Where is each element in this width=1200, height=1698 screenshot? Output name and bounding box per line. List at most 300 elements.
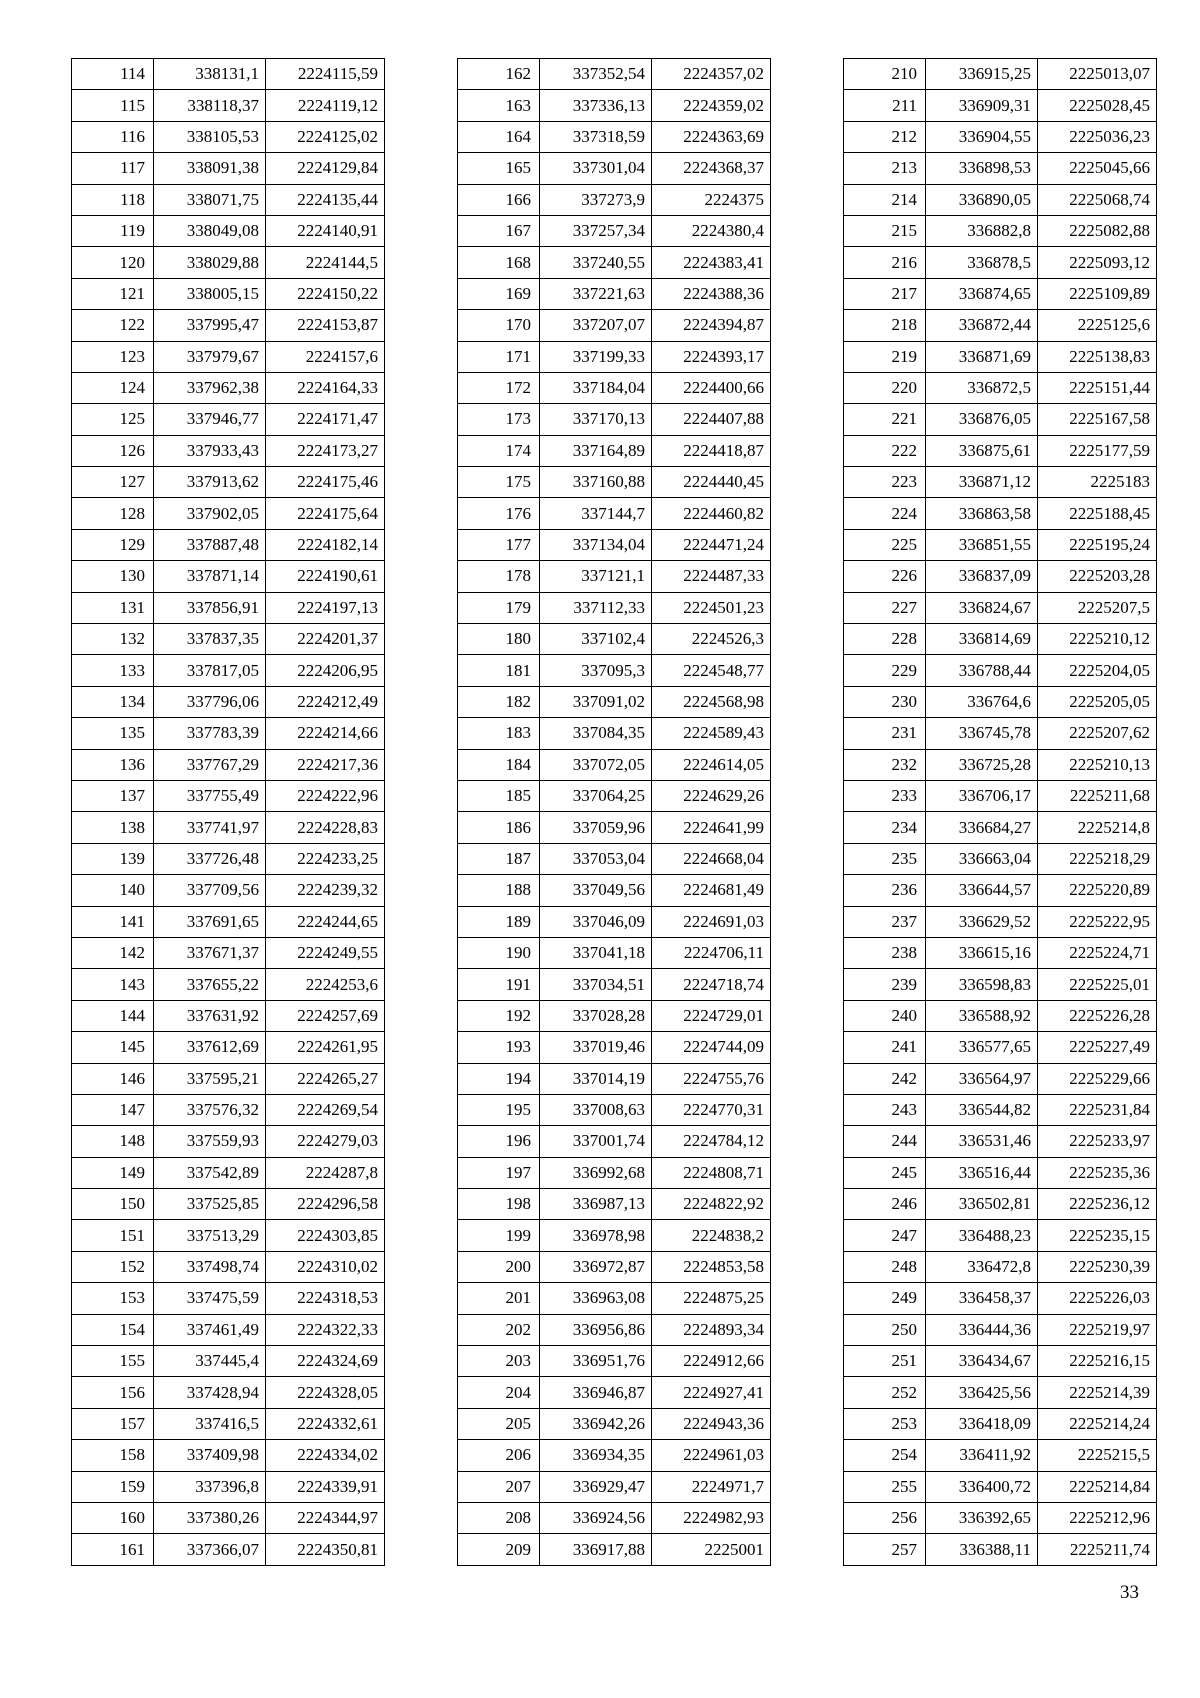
x-coordinate: 337913,62 <box>154 467 266 498</box>
point-number: 182 <box>458 686 540 717</box>
x-coordinate: 337352,54 <box>540 59 652 90</box>
y-coordinate: 2225125,6 <box>1038 310 1157 341</box>
x-coordinate: 337709,56 <box>154 875 266 906</box>
point-number: 144 <box>72 1000 154 1031</box>
x-coordinate: 337240,55 <box>540 247 652 278</box>
x-coordinate: 337559,93 <box>154 1126 266 1157</box>
point-number: 192 <box>458 1000 540 1031</box>
x-coordinate: 336588,92 <box>926 1000 1038 1031</box>
y-coordinate: 2224332,61 <box>266 1408 385 1439</box>
table-row <box>844 1157 1157 1188</box>
x-coordinate: 337979,67 <box>154 341 266 372</box>
y-coordinate: 2224150,22 <box>266 278 385 309</box>
y-coordinate: 2225203,28 <box>1038 561 1157 592</box>
point-number: 242 <box>844 1063 926 1094</box>
y-coordinate: 2224253,6 <box>266 969 385 1000</box>
point-number: 131 <box>72 592 154 623</box>
y-coordinate: 2225235,15 <box>1038 1220 1157 1251</box>
y-coordinate: 2225028,45 <box>1038 90 1157 121</box>
table-row <box>458 1157 771 1188</box>
table-row <box>72 749 385 780</box>
point-number: 232 <box>844 749 926 780</box>
x-coordinate: 337933,43 <box>154 435 266 466</box>
x-coordinate: 336400,72 <box>926 1471 1038 1502</box>
table-row <box>72 718 385 749</box>
point-number: 205 <box>458 1408 540 1439</box>
point-number: 246 <box>844 1189 926 1220</box>
y-coordinate: 2224279,03 <box>266 1126 385 1157</box>
y-coordinate: 2225068,74 <box>1038 184 1157 215</box>
table-row <box>458 1220 771 1251</box>
y-coordinate: 2224206,95 <box>266 655 385 686</box>
table-row <box>458 1000 771 1031</box>
table-row <box>72 1346 385 1377</box>
table-row <box>844 592 1157 623</box>
point-number: 208 <box>458 1502 540 1533</box>
point-number: 174 <box>458 435 540 466</box>
y-coordinate: 2225224,71 <box>1038 937 1157 968</box>
table-row <box>844 1534 1157 1565</box>
x-coordinate: 336472,8 <box>926 1251 1038 1282</box>
table-row <box>458 1189 771 1220</box>
y-coordinate: 2224140,91 <box>266 215 385 246</box>
point-number: 222 <box>844 435 926 466</box>
table-row <box>844 372 1157 403</box>
y-coordinate: 2225188,45 <box>1038 498 1157 529</box>
table-row <box>72 153 385 184</box>
point-number: 216 <box>844 247 926 278</box>
y-coordinate: 2224961,03 <box>652 1440 771 1471</box>
y-coordinate: 2224119,12 <box>266 90 385 121</box>
point-number: 248 <box>844 1251 926 1282</box>
y-coordinate: 2224681,49 <box>652 875 771 906</box>
table-row <box>72 592 385 623</box>
x-coordinate: 337783,39 <box>154 718 266 749</box>
y-coordinate: 2225211,74 <box>1038 1534 1157 1565</box>
point-number: 127 <box>72 467 154 498</box>
point-number: 115 <box>72 90 154 121</box>
x-coordinate: 337946,77 <box>154 404 266 435</box>
table-row <box>72 467 385 498</box>
x-coordinate: 336929,47 <box>540 1471 652 1502</box>
x-coordinate: 336458,37 <box>926 1283 1038 1314</box>
point-number: 165 <box>458 153 540 184</box>
point-number: 237 <box>844 906 926 937</box>
x-coordinate: 336425,56 <box>926 1377 1038 1408</box>
point-number: 220 <box>844 372 926 403</box>
table-row <box>844 278 1157 309</box>
table-row <box>72 843 385 874</box>
y-coordinate: 2224175,64 <box>266 498 385 529</box>
y-coordinate: 2225235,36 <box>1038 1157 1157 1188</box>
point-number: 134 <box>72 686 154 717</box>
y-coordinate: 2225211,68 <box>1038 780 1157 811</box>
y-coordinate: 2224927,41 <box>652 1377 771 1408</box>
x-coordinate: 336706,17 <box>926 780 1038 811</box>
y-coordinate: 2225226,03 <box>1038 1283 1157 1314</box>
point-number: 124 <box>72 372 154 403</box>
x-coordinate: 337612,69 <box>154 1032 266 1063</box>
x-coordinate: 337001,74 <box>540 1126 652 1157</box>
table-row <box>844 435 1157 466</box>
table-row <box>458 1063 771 1094</box>
table-row <box>458 467 771 498</box>
point-number: 199 <box>458 1220 540 1251</box>
y-coordinate: 2224257,69 <box>266 1000 385 1031</box>
table-row <box>72 780 385 811</box>
x-coordinate: 336814,69 <box>926 624 1038 655</box>
point-number: 130 <box>72 561 154 592</box>
point-number: 157 <box>72 1408 154 1439</box>
x-coordinate: 337902,05 <box>154 498 266 529</box>
y-coordinate: 2224853,58 <box>652 1251 771 1282</box>
y-coordinate: 2225222,95 <box>1038 906 1157 937</box>
point-number: 253 <box>844 1408 926 1439</box>
point-number: 257 <box>844 1534 926 1565</box>
point-number: 240 <box>844 1000 926 1031</box>
point-number: 171 <box>458 341 540 372</box>
point-number: 254 <box>844 1440 926 1471</box>
table-row <box>844 1094 1157 1125</box>
x-coordinate: 337366,07 <box>154 1534 266 1565</box>
point-number: 160 <box>72 1502 154 1533</box>
table-row <box>458 1283 771 1314</box>
y-coordinate: 2224182,14 <box>266 529 385 560</box>
table-row <box>458 153 771 184</box>
point-number: 122 <box>72 310 154 341</box>
y-coordinate: 2225214,39 <box>1038 1377 1157 1408</box>
point-number: 236 <box>844 875 926 906</box>
point-number: 138 <box>72 812 154 843</box>
table-row <box>72 686 385 717</box>
x-coordinate: 337475,59 <box>154 1283 266 1314</box>
x-coordinate: 337576,32 <box>154 1094 266 1125</box>
table-row <box>844 1000 1157 1031</box>
x-coordinate: 336684,27 <box>926 812 1038 843</box>
table-row <box>844 749 1157 780</box>
table-row <box>844 969 1157 1000</box>
point-number: 214 <box>844 184 926 215</box>
x-coordinate: 337084,35 <box>540 718 652 749</box>
x-coordinate: 336898,53 <box>926 153 1038 184</box>
y-coordinate: 2224912,66 <box>652 1346 771 1377</box>
point-number: 141 <box>72 906 154 937</box>
x-coordinate: 336392,65 <box>926 1502 1038 1533</box>
table-row <box>72 937 385 968</box>
y-coordinate: 2224943,36 <box>652 1408 771 1439</box>
point-number: 241 <box>844 1032 926 1063</box>
x-coordinate: 337655,22 <box>154 969 266 1000</box>
y-coordinate: 2225138,83 <box>1038 341 1157 372</box>
table-row <box>458 1346 771 1377</box>
x-coordinate: 337336,13 <box>540 90 652 121</box>
table-row <box>844 498 1157 529</box>
y-coordinate: 2224501,23 <box>652 592 771 623</box>
table-row <box>458 184 771 215</box>
point-number: 170 <box>458 310 540 341</box>
table-row <box>458 1032 771 1063</box>
y-coordinate: 2224718,74 <box>652 969 771 1000</box>
x-coordinate: 338071,75 <box>154 184 266 215</box>
table-row <box>844 1283 1157 1314</box>
point-number: 180 <box>458 624 540 655</box>
x-coordinate: 336788,44 <box>926 655 1038 686</box>
point-number: 161 <box>72 1534 154 1565</box>
y-coordinate: 2224363,69 <box>652 121 771 152</box>
x-coordinate: 336598,83 <box>926 969 1038 1000</box>
table-row <box>458 718 771 749</box>
x-coordinate: 337019,46 <box>540 1032 652 1063</box>
table-row <box>72 1032 385 1063</box>
x-coordinate: 337034,51 <box>540 969 652 1000</box>
table-row <box>72 875 385 906</box>
point-number: 156 <box>72 1377 154 1408</box>
table-row <box>458 1094 771 1125</box>
y-coordinate: 2224334,02 <box>266 1440 385 1471</box>
point-number: 148 <box>72 1126 154 1157</box>
point-number: 155 <box>72 1346 154 1377</box>
table-row <box>844 875 1157 906</box>
point-number: 195 <box>458 1094 540 1125</box>
point-number: 234 <box>844 812 926 843</box>
coordinates-table-2 <box>457 58 771 1566</box>
point-number: 128 <box>72 498 154 529</box>
y-coordinate: 2224318,53 <box>266 1283 385 1314</box>
table-row <box>72 1063 385 1094</box>
y-coordinate: 2224350,81 <box>266 1534 385 1565</box>
x-coordinate: 337887,48 <box>154 529 266 560</box>
table-row <box>72 1251 385 1282</box>
x-coordinate: 336874,65 <box>926 278 1038 309</box>
point-number: 215 <box>844 215 926 246</box>
y-coordinate: 2224526,3 <box>652 624 771 655</box>
point-number: 193 <box>458 1032 540 1063</box>
x-coordinate: 337046,09 <box>540 906 652 937</box>
x-coordinate: 336890,05 <box>926 184 1038 215</box>
table-row <box>458 310 771 341</box>
table-row <box>844 1346 1157 1377</box>
point-number: 166 <box>458 184 540 215</box>
table-row <box>844 59 1157 90</box>
x-coordinate: 336544,82 <box>926 1094 1038 1125</box>
y-coordinate: 2225214,8 <box>1038 812 1157 843</box>
x-coordinate: 337160,88 <box>540 467 652 498</box>
x-coordinate: 337008,63 <box>540 1094 652 1125</box>
table-row <box>72 184 385 215</box>
x-coordinate: 337755,49 <box>154 780 266 811</box>
y-coordinate: 2225167,58 <box>1038 404 1157 435</box>
y-coordinate: 2224548,77 <box>652 655 771 686</box>
x-coordinate: 336992,68 <box>540 1157 652 1188</box>
y-coordinate: 2224359,02 <box>652 90 771 121</box>
point-number: 164 <box>458 121 540 152</box>
y-coordinate: 2224629,26 <box>652 780 771 811</box>
table-row <box>72 372 385 403</box>
point-number: 162 <box>458 59 540 90</box>
table-row <box>72 969 385 1000</box>
point-number: 256 <box>844 1502 926 1533</box>
table-row <box>458 498 771 529</box>
table-row <box>458 812 771 843</box>
table-row <box>72 906 385 937</box>
x-coordinate: 336876,05 <box>926 404 1038 435</box>
y-coordinate: 2225195,24 <box>1038 529 1157 560</box>
point-number: 158 <box>72 1440 154 1471</box>
table-row <box>458 529 771 560</box>
x-coordinate: 336917,88 <box>540 1534 652 1565</box>
x-coordinate: 337091,02 <box>540 686 652 717</box>
x-coordinate: 336644,57 <box>926 875 1038 906</box>
y-coordinate: 2225229,66 <box>1038 1063 1157 1094</box>
point-number: 202 <box>458 1314 540 1345</box>
x-coordinate: 336502,81 <box>926 1189 1038 1220</box>
x-coordinate: 336882,8 <box>926 215 1038 246</box>
point-number: 206 <box>458 1440 540 1471</box>
y-coordinate: 2225214,84 <box>1038 1471 1157 1502</box>
table-row <box>458 624 771 655</box>
point-number: 150 <box>72 1189 154 1220</box>
x-coordinate: 336934,35 <box>540 1440 652 1471</box>
x-coordinate: 336951,76 <box>540 1346 652 1377</box>
table-row <box>458 1471 771 1502</box>
table-row <box>458 278 771 309</box>
point-number: 212 <box>844 121 926 152</box>
table-row <box>72 1126 385 1157</box>
y-coordinate: 2224744,09 <box>652 1032 771 1063</box>
table-row <box>72 624 385 655</box>
table-row <box>458 404 771 435</box>
table-row <box>458 435 771 466</box>
y-coordinate: 2224173,27 <box>266 435 385 466</box>
y-coordinate: 2224239,32 <box>266 875 385 906</box>
x-coordinate: 337396,8 <box>154 1471 266 1502</box>
table-row <box>72 1502 385 1533</box>
y-coordinate: 2224357,02 <box>652 59 771 90</box>
y-coordinate: 2224400,66 <box>652 372 771 403</box>
x-coordinate: 337671,37 <box>154 937 266 968</box>
y-coordinate: 2224375 <box>652 184 771 215</box>
point-number: 229 <box>844 655 926 686</box>
y-coordinate: 2224214,66 <box>266 718 385 749</box>
table-row <box>844 1440 1157 1471</box>
page-number: 33 <box>1120 1582 1139 1603</box>
table-row <box>844 404 1157 435</box>
table-row <box>458 969 771 1000</box>
table-row <box>844 937 1157 968</box>
y-coordinate: 2224388,36 <box>652 278 771 309</box>
coordinates-table-3 <box>843 58 1157 1566</box>
x-coordinate: 337059,96 <box>540 812 652 843</box>
y-coordinate: 2224394,87 <box>652 310 771 341</box>
table-row <box>844 215 1157 246</box>
y-coordinate: 2225215,5 <box>1038 1440 1157 1471</box>
x-coordinate: 336434,67 <box>926 1346 1038 1377</box>
point-number: 181 <box>458 655 540 686</box>
x-coordinate: 337741,97 <box>154 812 266 843</box>
y-coordinate: 2224440,45 <box>652 467 771 498</box>
table-row <box>72 310 385 341</box>
point-number: 243 <box>844 1094 926 1125</box>
y-coordinate: 2225226,28 <box>1038 1000 1157 1031</box>
table-row <box>458 749 771 780</box>
table-row <box>458 1534 771 1565</box>
x-coordinate: 337184,04 <box>540 372 652 403</box>
x-coordinate: 337257,34 <box>540 215 652 246</box>
table-row <box>458 121 771 152</box>
point-number: 153 <box>72 1283 154 1314</box>
table-row <box>72 1377 385 1408</box>
y-coordinate: 2224228,83 <box>266 812 385 843</box>
y-coordinate: 2224568,98 <box>652 686 771 717</box>
y-coordinate: 2224339,91 <box>266 1471 385 1502</box>
x-coordinate: 336725,28 <box>926 749 1038 780</box>
x-coordinate: 337428,94 <box>154 1377 266 1408</box>
point-number: 186 <box>458 812 540 843</box>
y-coordinate: 2224838,2 <box>652 1220 771 1251</box>
x-coordinate: 337380,26 <box>154 1502 266 1533</box>
x-coordinate: 337134,04 <box>540 529 652 560</box>
point-number: 125 <box>72 404 154 435</box>
point-number: 197 <box>458 1157 540 1188</box>
y-coordinate: 2225212,96 <box>1038 1502 1157 1533</box>
y-coordinate: 2224144,5 <box>266 247 385 278</box>
y-coordinate: 2224125,02 <box>266 121 385 152</box>
point-number: 225 <box>844 529 926 560</box>
y-coordinate: 2225210,13 <box>1038 749 1157 780</box>
x-coordinate: 337049,56 <box>540 875 652 906</box>
y-coordinate: 2225001 <box>652 1534 771 1565</box>
x-coordinate: 337631,92 <box>154 1000 266 1031</box>
y-coordinate: 2224668,04 <box>652 843 771 874</box>
table-row <box>844 153 1157 184</box>
y-coordinate: 2224589,43 <box>652 718 771 749</box>
x-coordinate: 336488,23 <box>926 1220 1038 1251</box>
table-row <box>844 624 1157 655</box>
point-number: 187 <box>458 843 540 874</box>
table-row <box>458 592 771 623</box>
point-number: 116 <box>72 121 154 152</box>
table-row <box>72 1408 385 1439</box>
x-coordinate: 337817,05 <box>154 655 266 686</box>
y-coordinate: 2224244,65 <box>266 906 385 937</box>
point-number: 255 <box>844 1471 926 1502</box>
x-coordinate: 336909,31 <box>926 90 1038 121</box>
point-number: 143 <box>72 969 154 1000</box>
table-row <box>458 1377 771 1408</box>
point-number: 146 <box>72 1063 154 1094</box>
x-coordinate: 336411,92 <box>926 1440 1038 1471</box>
y-coordinate: 2224233,25 <box>266 843 385 874</box>
y-coordinate: 2224784,12 <box>652 1126 771 1157</box>
table-row <box>844 90 1157 121</box>
table-row <box>458 843 771 874</box>
point-number: 151 <box>72 1220 154 1251</box>
x-coordinate: 336615,16 <box>926 937 1038 968</box>
y-coordinate: 2224217,36 <box>266 749 385 780</box>
table-row <box>72 215 385 246</box>
x-coordinate: 336963,08 <box>540 1283 652 1314</box>
point-number: 137 <box>72 780 154 811</box>
x-coordinate: 337595,21 <box>154 1063 266 1094</box>
y-coordinate: 2224971,7 <box>652 1471 771 1502</box>
point-number: 230 <box>844 686 926 717</box>
point-number: 167 <box>458 215 540 246</box>
table-row <box>72 1471 385 1502</box>
table-row <box>458 215 771 246</box>
point-number: 179 <box>458 592 540 623</box>
y-coordinate: 2225236,12 <box>1038 1189 1157 1220</box>
point-number: 184 <box>458 749 540 780</box>
